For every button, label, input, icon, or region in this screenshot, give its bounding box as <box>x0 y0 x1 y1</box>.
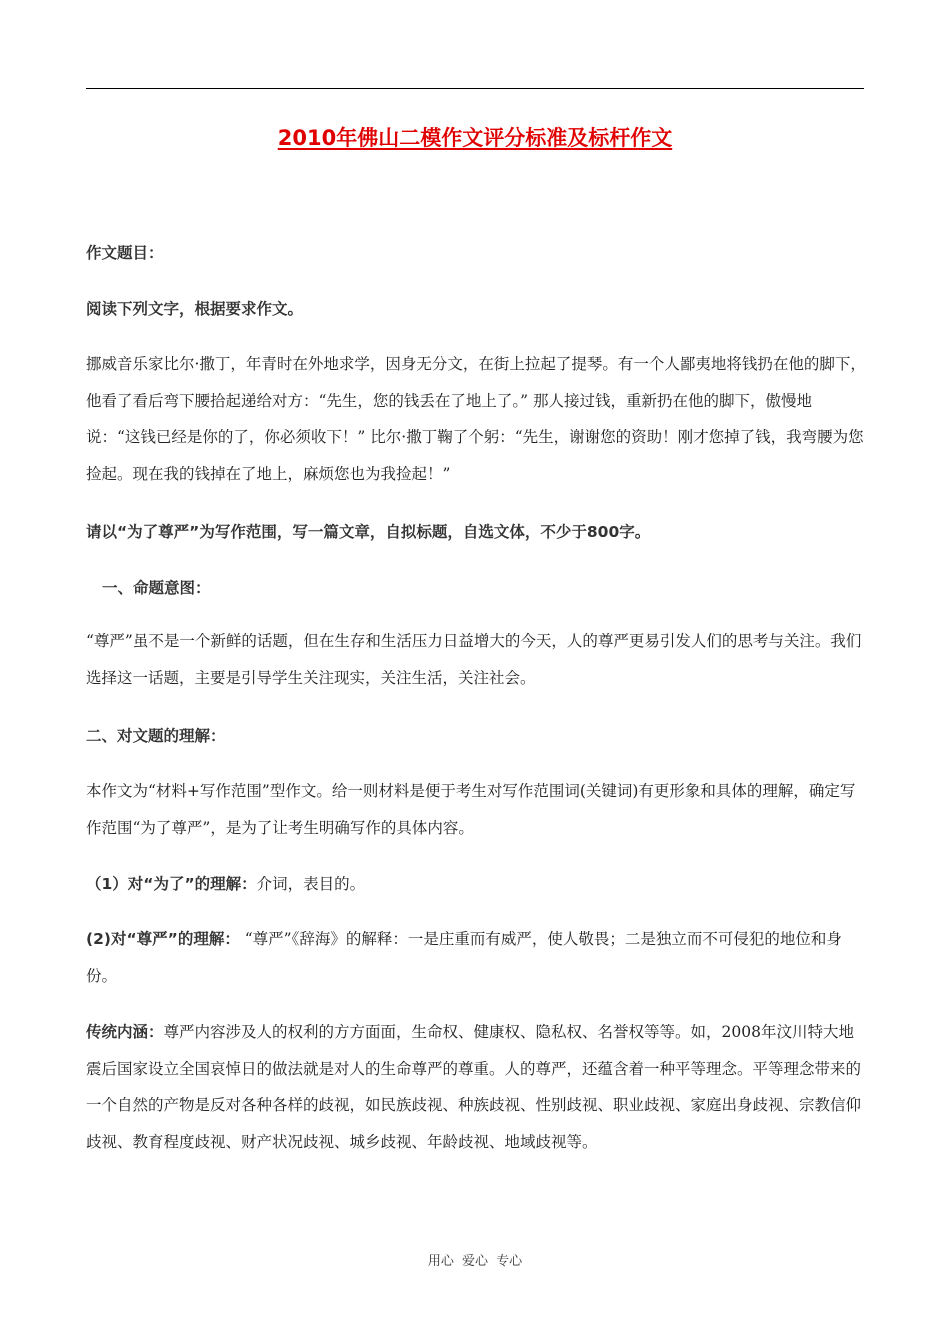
item1-label: （1）对“为了”的理解： <box>86 875 257 893</box>
section1-heading: 一、命题意图： <box>102 579 211 597</box>
header-rule <box>86 88 864 89</box>
section2-heading: 二、对文题的理解： <box>86 727 226 745</box>
traditional-paragraph <box>86 1014 866 1160</box>
requirement-text: 请以“为了尊严”为写作范围，写一篇文章，自拟标题，自选文体，不少于800字。 <box>86 523 651 541</box>
item1-paragraph <box>86 866 866 903</box>
instruction-text: 阅读下列文字，根据要求作文。 <box>86 300 304 318</box>
page-footer: 用心 爱心 专心 <box>427 1254 523 1269</box>
section1-paragraph: “尊严”虽不是一个新鲜的话题，但在生存和生活压力日益增大的今天，人的尊严更易引发人们的思考与关注。我们选择这一话题，主要是引导学生关注现实，关注生活，关注社会。 <box>86 632 862 687</box>
section2-paragraph: 本作文为“材料+写作范围”型作文。给一则材料是便于考生对写作范围词(关键词)有更形象和具体的理解，确定写作范围“为了尊严”，是为了让考生明确写作的具体内容。 <box>86 782 856 837</box>
item2-label: (2)对“尊严”的理解： <box>86 930 240 948</box>
prompt-heading: 作文题目： <box>86 244 164 262</box>
traditional-body: 尊严内容涉及人的权利的方方面面，生命权、健康权、隐私权、名誉权等等。如，2008年汶川特大地震后国家设立全国哀悼日的做法就是对人的生命尊严的尊重。人的尊严，还蕴含着一种平等理念。平等理念带来的一个自然的产物是反对各种各样的歧视，如民族歧视、种族歧视、性别歧视、职业歧视、家庭出身歧视、宗教信仰歧视、教育程度歧视、财产状况歧视、城乡歧视、年龄歧视、地域歧视等。 <box>86 1023 862 1151</box>
traditional-label: 传统内涵： <box>86 1023 164 1041</box>
item2-body: “尊严”《辞海》的解释：一是庄重而有威严，使人敬畏；二是独立而不可侵犯的地位和身份。 <box>86 930 842 985</box>
item2-paragraph <box>86 921 866 994</box>
item1-body: 介词，表目的。 <box>256 875 366 893</box>
document-title: 2010年佛山二模作文评分标准及标杆作文 <box>277 126 673 150</box>
material-paragraph: 挪威音乐家比尔·撒丁，年青时在外地求学，因身无分文，在街上拉起了提琴。有一个人鄙夷地将钱扔在他的脚下，他看了看后弯下腰拾起递给对方：“先生，您的钱丢在了地上了。” 那人接过钱，重新扔在他的脚下，傲慢地说：“这钱已经是你的了，你必须收下！” 比尔·撒丁鞠了个躬：“先生，谢谢您的资助！刚才您掉了钱，我弯腰为您捡起。现在我的钱掉在了地上，麻烦您也为我捡起！” <box>86 355 866 483</box>
